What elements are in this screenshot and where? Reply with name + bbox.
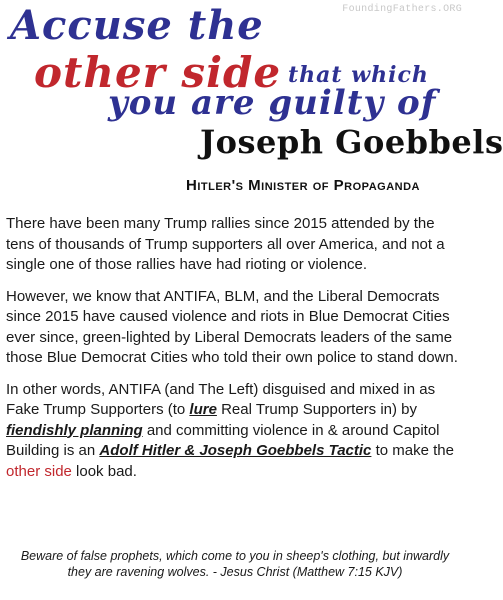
emphasis-tactic: Adolf Hitler & Joseph Goebbels Tactic (99, 442, 372, 459)
paragraph-3 (6, 380, 466, 483)
headline-line-3: that which (288, 62, 429, 88)
bible-quote: Beware of false prophets, which come to you in sheep's clothing, but inwardly they are ravening wolves. - Jesus Christ (Matthew 7:15 KJV) (20, 549, 450, 579)
paragraph-3-text: Real Trump Supporters in) by (216, 401, 418, 418)
quote-author-role: Hitler's Minister of Propaganda (186, 177, 420, 194)
paragraph-3-text: look bad. (71, 462, 137, 480)
headline-line-4: you are guilty of (108, 83, 437, 123)
emphasis-lure: lure (189, 401, 217, 418)
body-text (6, 214, 466, 493)
emphasis-fiendishly-planning: fiendishly planning (6, 421, 143, 439)
headline-line-2: other side (34, 48, 282, 97)
quote-author-name: Joseph Goebbels (200, 123, 503, 161)
paragraph-3-text: In other words, ANTIFA (and The Left) disguised and mixed in as Fake Trump Supporters (to (6, 380, 436, 418)
paragraph-1: There have been many Trump rallies since 2015 attended by the tens of thousands of Trump supporters all over America, and not a single one of those rallies have had rioting or violence. (6, 215, 445, 273)
paragraph-2: However, we know that ANTIFA, BLM, and the Liberal Democrats since 2015 have caused violence and riots in Blue Democrat Cities ever since, green-lighted by Liberal Democrats leaders of the same those Blue Democrat Cities who told their own police to stand down. (6, 287, 458, 366)
watermark: FoundingFathers.ORG (342, 4, 462, 15)
headline (0, 0, 503, 194)
paragraph-3-text: to make the (371, 442, 454, 459)
paragraph-3-text: and committing violence in & around Capitol Building is an (6, 421, 440, 459)
headline-line-1: Accuse the (10, 2, 264, 49)
emphasis-other-side: other side (6, 462, 72, 480)
